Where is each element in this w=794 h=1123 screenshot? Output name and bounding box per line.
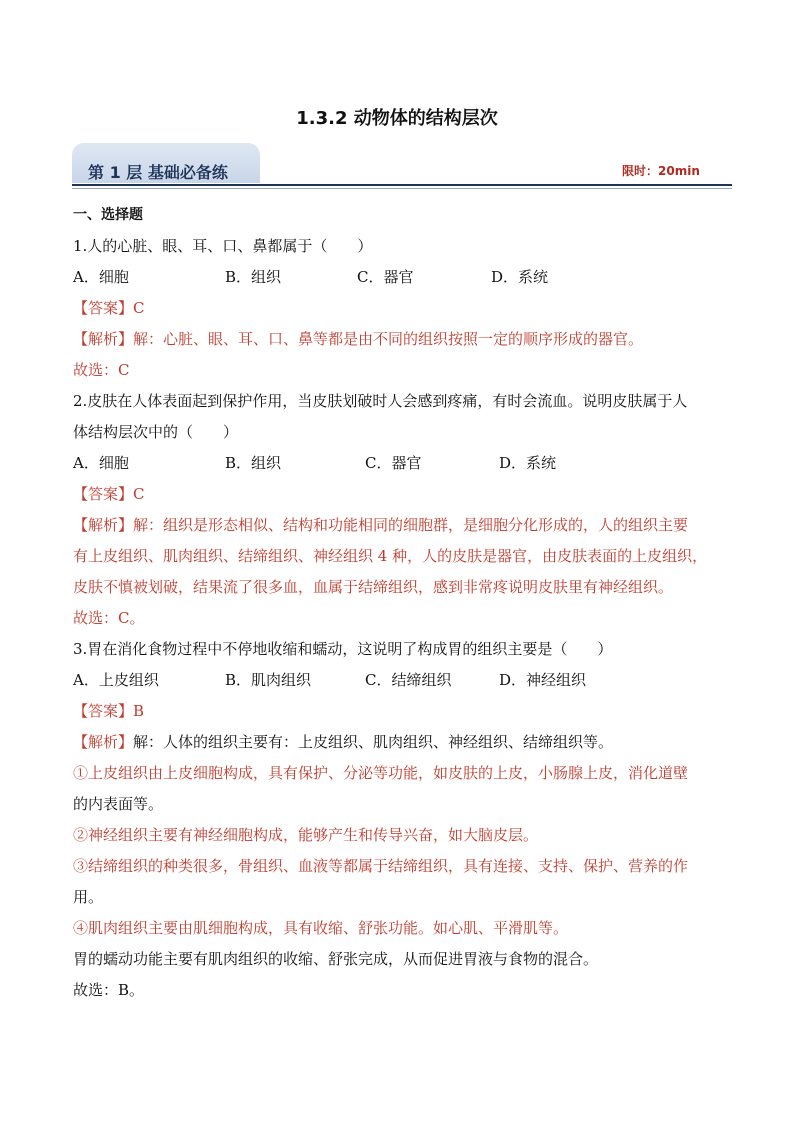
q2-analysis-line-3: 皮肤不慎被划破，结果流了很多血，血属于结缔组织，感到非常疼说明皮肤里有神经组织。: [73, 578, 674, 596]
q2-stem-line-1: 2.皮肤在人体表面起到保护作用，当皮肤划破时人会感到疼痛，有时会流血。说明皮肤属于人: [73, 392, 688, 410]
q1-answer-tag: 【答案】: [73, 299, 134, 317]
q1-options: [73, 262, 735, 293]
header-rule-thin: [72, 188, 732, 189]
q1-analysis: [73, 324, 735, 355]
level-banner-label: 第 1 层 基础必备练: [88, 163, 228, 182]
q3-answer-tag: 【答案】: [73, 702, 134, 720]
q3-point-3-line-1: ③结缔组织的种类很多，骨组织、血液等都属于结缔组织，具有连接、支持、保护、营养的作: [73, 857, 689, 875]
q1-stem: 1.人的心脏、眼、耳、口、鼻都属于（ ）: [73, 237, 373, 255]
q2-analysis-tag: 【解析】: [73, 516, 134, 534]
q3-point-4: ④肌肉组织主要由肌细胞构成，具有收缩、舒张功能。如心肌、平滑肌等。: [73, 919, 569, 937]
q1-answer: [73, 293, 735, 324]
q1-choice: 故选：C: [73, 361, 130, 379]
q1-option-d: D．系统: [491, 268, 549, 286]
time-limit: 限时：20min: [622, 164, 700, 178]
q3-point-1-line-2: 的内表面等。: [73, 795, 164, 813]
q2-analysis-text-1: 解：组织是形态相似、结构和功能相同的细胞群，是细胞分化形成的，人的组织主要: [133, 516, 689, 534]
q2-answer: [73, 479, 735, 510]
q2-analysis-line-1: [73, 510, 735, 541]
q3-options: [73, 665, 735, 696]
q3-answer-value: B: [133, 702, 145, 720]
q2-answer-tag: 【答案】: [73, 485, 134, 503]
q2-options: [73, 448, 735, 479]
q3-stem: 3.胃在消化食物过程中不停地收缩和蠕动，这说明了构成胃的组织主要是（ ）: [73, 640, 613, 658]
q1-option-b: B．组织: [225, 268, 282, 286]
q3-point-3-line-2: 用。: [73, 888, 104, 906]
q3-analysis-tag: 【解析】: [73, 733, 134, 751]
q3-option-a: A．上皮组织: [73, 671, 159, 689]
q1-analysis-text: 解：心脏、眼、耳、口、鼻等都是由不同的组织按照一定的顺序形成的器官。: [133, 330, 644, 348]
q2-analysis-line-2: 有上皮组织、肌肉组织、结缔组织、神经组织 4 种，人的皮肤是器官，由皮肤表面的上皮组织，: [73, 547, 708, 565]
header-rule: [72, 184, 732, 186]
section-heading: 一、选择题: [73, 207, 143, 223]
q3-point-1-line-1: ①上皮组织由上皮细胞构成，具有保护、分泌等功能，如皮肤的上皮，小肠腺上皮，消化道壁: [73, 764, 689, 782]
content: [73, 200, 735, 1006]
q3-answer: [73, 696, 735, 727]
document-title: 1.3.2 动物体的结构层次: [296, 108, 498, 129]
q1-answer-value: C: [133, 299, 145, 317]
q3-analysis-intro: [73, 727, 735, 758]
q2-option-d: D．系统: [499, 454, 557, 472]
q1-analysis-tag: 【解析】: [73, 330, 134, 348]
q2-option-c: C．器官: [365, 454, 422, 472]
q3-option-d: D．神经组织: [499, 671, 587, 689]
q3-point-2: ②神经组织主要有神经细胞构成，能够产生和传导兴奋，如大脑皮层。: [73, 826, 539, 844]
q3-choice: 故选：B。: [73, 981, 145, 999]
q3-option-c: C．结缔组织: [365, 671, 452, 689]
q1-option-a: A．细胞: [73, 268, 129, 286]
q2-choice: 故选：C。: [73, 609, 145, 627]
q2-stem-line-2: 体结构层次中的（ ）: [73, 423, 239, 441]
q3-conclusion: 胃的蠕动功能主要有肌肉组织的收缩、舒张完成，从而促进胃液与食物的混合。: [73, 950, 599, 968]
q1-option-c: C．器官: [357, 268, 414, 286]
q3-option-b: B．肌肉组织: [225, 671, 312, 689]
q3-analysis-intro-text: 解：人体的组织主要有：上皮组织、肌肉组织、神经组织、结缔组织等。: [133, 733, 614, 751]
q2-answer-value: C: [133, 485, 145, 503]
q2-option-a: A．细胞: [73, 454, 129, 472]
q2-option-b: B．组织: [225, 454, 282, 472]
